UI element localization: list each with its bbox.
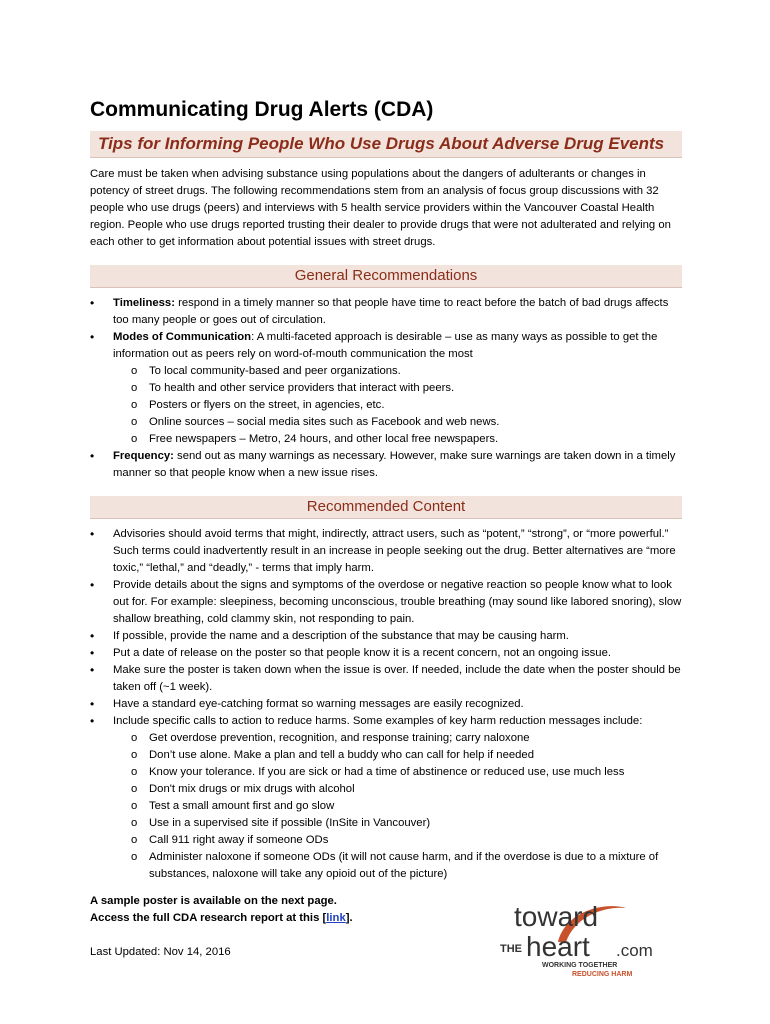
report-link[interactable]: link — [326, 912, 346, 924]
frequency-label: Frequency: — [113, 450, 174, 462]
list-item — [90, 713, 682, 883]
toward-the-heart-logo — [496, 900, 666, 980]
intro-paragraph: Care must be taken when advising substance using populations about the dangers of adulterants or changes in potency of street drugs. The following recommendations stem from an analysis of focus group discussions with 32 people who use drugs (peers) and interviews with 5 health service providers within the Vancouver Coastal Health region. People who use drugs reported trusting their dealer to provide drugs that were not adulterated and relying on each other to get information about potential issues with street drugs. — [90, 168, 671, 248]
list-item: • Put a date of release on the poster so that people know it is a recent concern, not an ongoing issue. — [90, 645, 682, 662]
page-title: Communicating Drug Alerts (CDA) — [90, 98, 434, 121]
page-subtitle: Tips for Informing People Who Use Drugs About Adverse Drug Events — [90, 131, 682, 158]
footer-notes — [90, 893, 353, 927]
list-item: • Provide details about the signs and symptoms of the overdose or negative reaction so people know what to look out for. For example: sleepiness, becoming unconscious, trouble breathing (may sound like labored snoring), slow shallow breathing, cold clammy skin, not responding to pain. — [90, 577, 682, 628]
list-item: o Know your tolerance. If you are sick or had a time of abstinence or reduced use, use much less — [113, 764, 682, 781]
list-item: o Free newspapers – Metro, 24 hours, and other local free newspapers. — [113, 431, 682, 448]
list-item: o Online sources – social media sites such as Facebook and web news. — [113, 414, 682, 431]
general-recommendations-list — [90, 295, 682, 482]
list-item — [90, 295, 682, 329]
list-item: o Don't mix drugs or mix drugs with alcohol — [113, 781, 682, 798]
modes-sublist — [113, 363, 682, 448]
list-item: • If possible, provide the name and a description of the substance that may be causing harm. — [90, 628, 682, 645]
list-item: o Administer naloxone if someone ODs (it will not cause harm, and if the overdose is due to a mixture of substances, naloxone will take any opioid out of the picture) — [113, 849, 682, 883]
list-item — [90, 448, 682, 482]
report-note — [90, 912, 353, 924]
list-item: • Make sure the poster is taken down when the issue is over. If needed, include the date when the poster should be taken off (~1 week). — [90, 662, 682, 696]
logo-tagline-1: WORKING TOGETHER — [542, 962, 618, 969]
list-item: o Call 911 right away if someone ODs — [113, 832, 682, 849]
list-item: o Use in a supervised site if possible (InSite in Vancouver) — [113, 815, 682, 832]
list-item: o Don’t use alone. Make a plan and tell a buddy who can call for help if needed — [113, 747, 682, 764]
logo-word-the: THE — [500, 943, 522, 955]
harm-reduction-sublist — [113, 730, 682, 883]
modes-text: : A multi-faceted approach is desirable – use as many ways as possible to get the information out as peers rely on word-of-mouth communication the most — [113, 331, 658, 360]
last-updated: Last Updated: Nov 14, 2016 — [90, 946, 231, 958]
list-item: o Test a small amount first and go slow — [113, 798, 682, 815]
logo-word-heart: heart — [526, 931, 590, 962]
timeliness-text: respond in a timely manner so that people have time to react before the batch of bad drugs affects too many people or goes out of circulation. — [113, 297, 669, 326]
list-item: • Advisories should avoid terms that might, indirectly, attract users, such as “potent,” “strong”, or “more powerful.” Such terms could inadvertently result in an increase in people seeking out the drug. Better alternatives are “more toxic,” “lethal,” and “deadly,” - terms that imply harm. — [90, 526, 682, 577]
section-heading-content: Recommended Content — [90, 496, 682, 519]
list-item — [90, 329, 682, 448]
modes-label: Modes of Communication — [113, 331, 252, 343]
list-item: • Have a standard eye-catching format so warning messages are easily recognized. — [90, 696, 682, 713]
list-item: o To health and other service providers that interact with peers. — [113, 380, 682, 397]
recommended-content-list — [90, 526, 682, 883]
report-suffix: ]. — [345, 912, 353, 924]
list-item: o Posters or flyers on the street, in agencies, etc. — [113, 397, 682, 414]
list-item: o To local community-based and peer organizations. — [113, 363, 682, 380]
logo-word-toward: toward — [514, 901, 599, 932]
harm-intro: Include specific calls to action to reduce harms. Some examples of key harm reduction messages include: — [113, 715, 643, 727]
document-body — [90, 96, 682, 883]
report-prefix: Access the full CDA research report at this [ — [90, 912, 327, 924]
logo-tagline-2: REDUCING HARM — [572, 971, 633, 978]
timeliness-label: Timeliness: — [113, 297, 175, 309]
sample-poster-note: A sample poster is available on the next page. — [90, 895, 337, 907]
list-item: o Get overdose prevention, recognition, and response training; carry naloxone — [113, 730, 682, 747]
logo-domain: .com — [616, 941, 653, 960]
frequency-text: send out as many warnings as necessary. However, make sure warnings are taken down in a timely manner so that people know when a new issue rises. — [113, 450, 676, 479]
section-heading-general: General Recommendations — [90, 265, 682, 288]
